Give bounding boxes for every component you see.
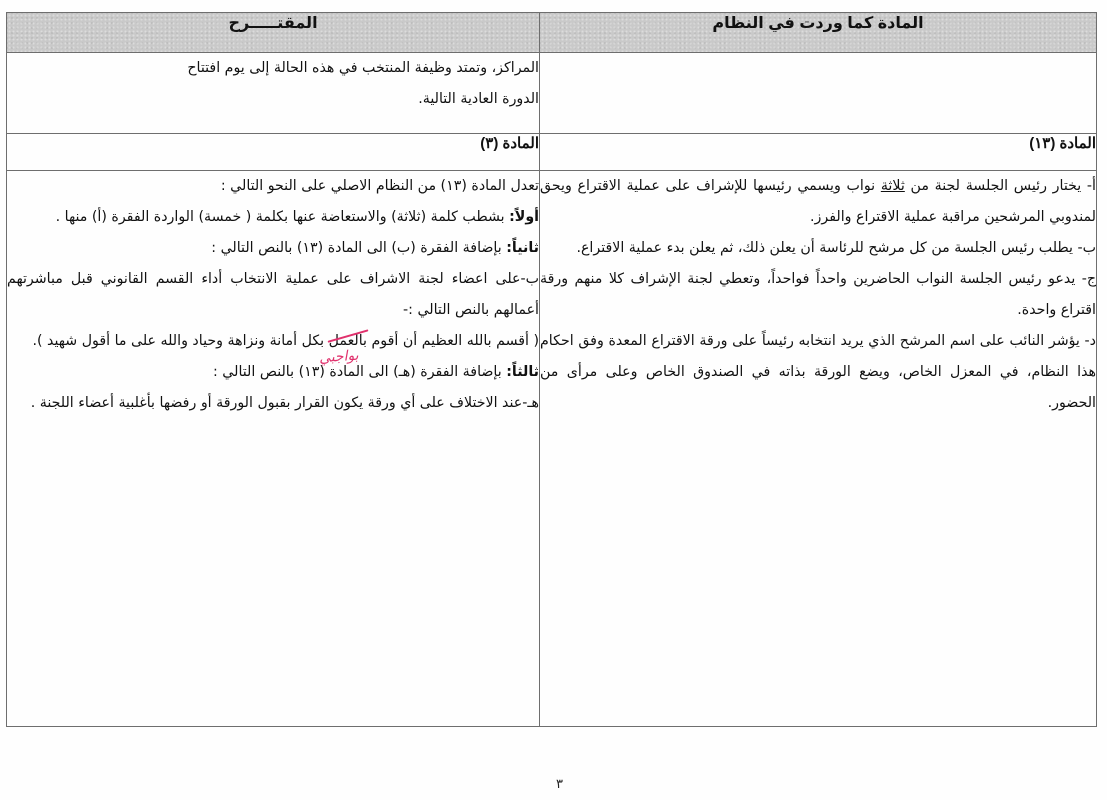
proposal-oath [7,326,539,367]
oath-after: بكل أمانة ونزاهة وحياد والله على ما أقول شهيد ). [32,333,329,349]
proposal-intro: تعدل المادة (١٣) من النظام الاصلي على النحو التالي : [220,178,539,194]
proposal-first [7,202,539,233]
comparison-table [6,12,1097,727]
continuation-line-1: المراكز، وتمتد وظيفة المنتخب في هذه الحالة إلى يوم افتتاح [187,60,539,76]
second-label: ثانياً: [506,240,539,256]
para-a-suffix: نواب ويسمي رئيسها للإشراف على عملية الاقتراع ويحق لمندوبي المرشحين مراقبة عملية الاقتراع والفرز. [540,178,1096,225]
proposal-third-body: هـ-عند الاختلاف على أي ورقة يكون القرار بقبول الورقة أو رفضها بأغلبية أعضاء اللجنة . [30,395,539,411]
proposal-third [7,357,539,388]
continuation-row [7,53,1097,134]
header-original-article: المادة كما وردت في النظام [540,13,1097,53]
table-header-row [7,13,1097,53]
first-text: بشطب كلمة (ثلاثة) والاستعاضة عنها بكلمة ( خمسة) الواردة الفقرة (أ) منها . [55,209,510,225]
article-body-row [7,171,1097,727]
struck-word-annotation [318,326,368,367]
oath-before: ( أقسم بالله العظيم أن أقوم [367,333,539,349]
article-13-label: المادة (١٣) [540,134,1097,171]
page-number: ٣ [556,777,563,792]
original-para-d: د- يؤشر النائب على اسم المرشح الذي يريد انتخابه رئيساً على ورقة الاقتراع المعدة وفق احكام هذا النظام، في المعزل الخاص، ويضع الورقة بذاته في الصندوق الخاص وعلى مرأى من الحضور. [540,333,1096,411]
third-text: بإضافة الفقرة (هـ) الى المادة (١٣) بالنص التالي : [213,364,507,380]
continuation-line-2: الدورة العادية التالية. [418,91,539,107]
continuation-original-cell [540,53,1097,134]
proposal-second-body: ب-على اعضاء لجنة الاشراف على عملية الانتخاب أداء القسم القانوني قبل مباشرتهم أعمالهم بالنص التالي :- [7,271,539,318]
original-text-cell [540,171,1097,727]
original-para-b: ب- يطلب رئيس الجلسة من كل مرشح للرئاسة أن يعلن ذلك، ثم يعلن بدء عملية الاقتراع. [576,240,1096,256]
original-para-c: ج- يدعو رئيس الجلسة النواب الحاضرين واحداً فواحداً، وتعطي لجنة الإشراف كلا منهم ورقة اقتراع واحدة. [540,271,1096,318]
proposal-text-cell [7,171,540,727]
first-label: أولاً: [509,209,539,225]
original-para-a [540,171,1096,233]
article-3-label: المادة (٣) [7,134,540,171]
proposal-second [7,233,539,264]
struck-word: بالعمل [328,333,368,349]
article-number-row [7,134,1097,171]
handwritten-correction: بواجبي [318,347,359,367]
continuation-proposal-cell [7,53,540,134]
third-label: ثالثاً: [506,364,539,380]
header-proposal: المقتـــــرح [7,13,540,53]
para-a-prefix: أ- يختار رئيس الجلسة لجنة من [904,178,1096,194]
second-text: بإضافة الفقرة (ب) الى المادة (١٣) بالنص التالي : [211,240,507,256]
underlined-word-three: ثلاثة [880,178,905,194]
